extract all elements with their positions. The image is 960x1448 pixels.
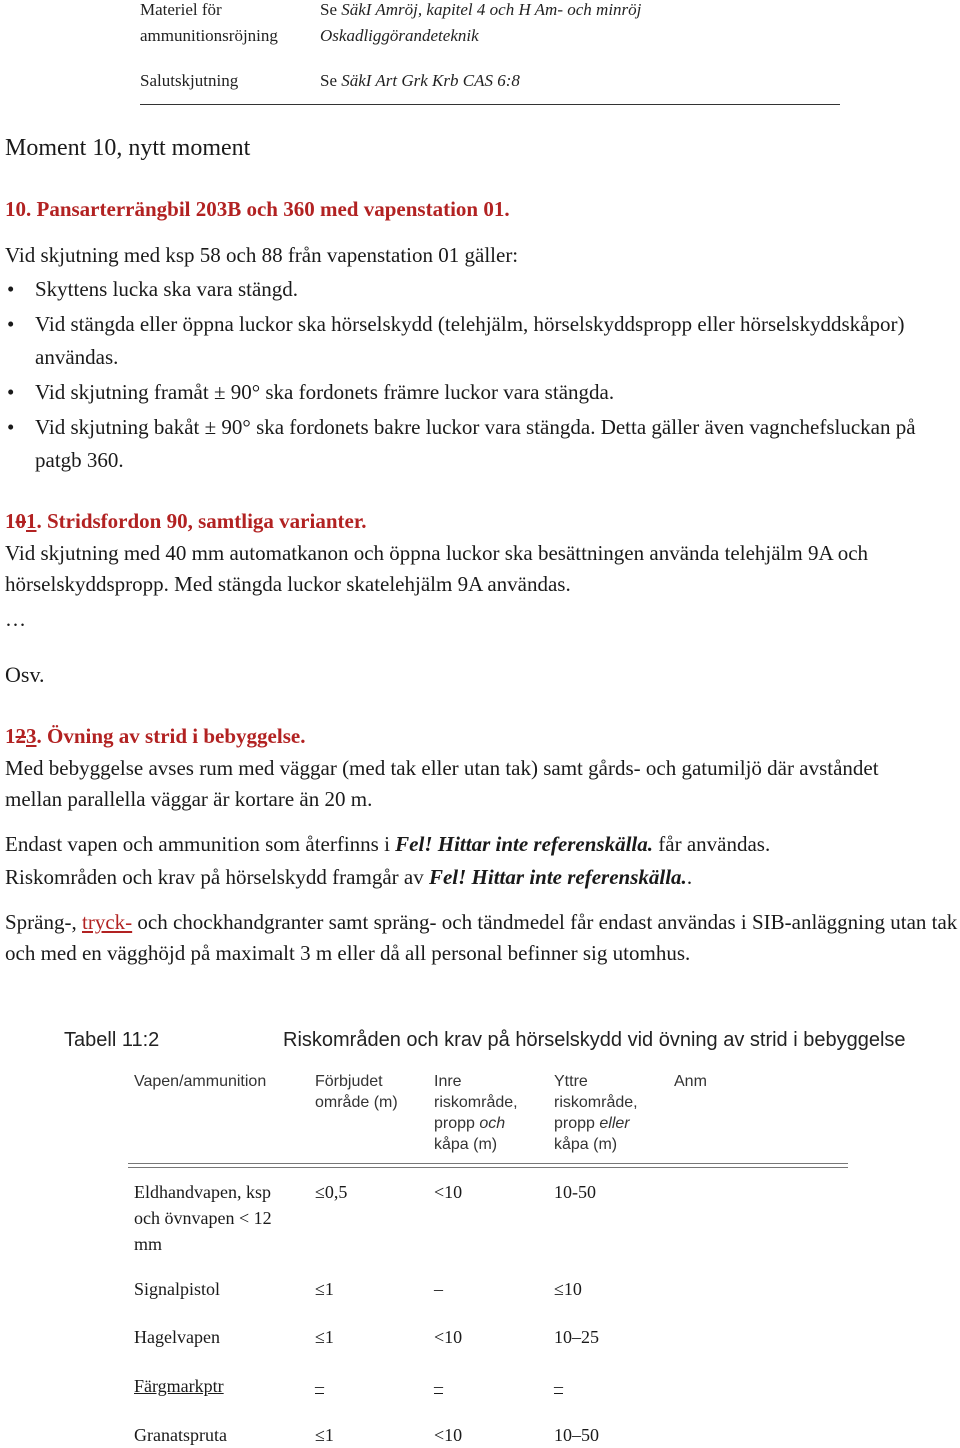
header-left-2: Salutskjutning <box>140 71 239 90</box>
col-header-weapon: Vapen/ammunition <box>134 1073 267 1090</box>
inserted-text: 1 <box>26 509 37 533</box>
table-cell-weapon: Eldhandvapen, ksp och övnvapen < 12 mm <box>134 1182 272 1254</box>
table-cell-inner: <10 <box>434 1327 463 1347</box>
bullet-text: Vid skjutning framåt ± 90° ska fordonets främre luckor vara stängda. <box>35 380 615 404</box>
section-13-para-3 <box>5 862 950 893</box>
table-cell-weapon: Signalpistol <box>134 1279 221 1299</box>
section-13-title-text: . Övning av strid i bebyggelse. <box>36 724 306 748</box>
table-cell-forbidden: – <box>315 1376 324 1396</box>
header-ref-text: SäkI Amröj, kapitel 4 och H Am- och minröj Oskadliggörandeteknik <box>320 0 642 45</box>
table-cell-forbidden: ≤1 <box>315 1327 334 1347</box>
table-cell-inner: <10 <box>434 1182 463 1202</box>
header-right-1 <box>320 0 740 49</box>
col-header-forbidden: Förbjudet område (m) <box>315 1073 398 1111</box>
bullet-text: Vid skjutning bakåt ± 90° ska fordonets bakre luckor vara stängda. Detta gäller även vagnchefsluckan på patgb 360. <box>35 415 916 472</box>
table-cell-forbidden: ≤1 <box>315 1279 334 1299</box>
section-13-num: 1 <box>5 724 16 748</box>
header-left-1: Materiel för ammunitionsröjning <box>140 0 278 45</box>
para-text: Riskområden och krav på hörselskydd framgår av <box>5 865 429 889</box>
table-cell-weapon: Färgmarkptr <box>134 1376 224 1396</box>
table-cell-outer: 10-50 <box>554 1182 596 1202</box>
bullet-item <box>5 411 945 477</box>
bullet-glyph: • <box>7 312 15 336</box>
inserted-text: 3 <box>26 724 37 748</box>
section-13-para-4 <box>5 907 960 969</box>
bullet-glyph: • <box>7 277 15 301</box>
para-text: och chockhandgranter samt spräng- och tändmedel får endast användas i SIB-anläggning utan tak och med en vägghöjd på maximalt 3 m eller då all personal befinner sig utomhus. <box>5 910 958 965</box>
bullet-text: Skyttens lucka ska vara stängd. <box>35 277 299 301</box>
section-10-intro: Vid skjutning med ksp 58 och 88 från vapenstation 01 gäller: <box>5 243 519 267</box>
header-text-italic: eller <box>599 1115 630 1132</box>
table-cell-inner: – <box>434 1279 443 1299</box>
table-caption: Riskområden och krav på hörselskydd vid övning av strid i bebyggelse <box>283 1029 906 1051</box>
bullet-glyph: • <box>7 415 15 439</box>
broken-reference: Fel! Hittar inte referenskälla. <box>428 865 687 889</box>
deleted-text: 2 <box>15 724 26 748</box>
table-label: Tabell 11:2 <box>64 1029 160 1051</box>
table-cell-weapon: Hagelvapen <box>134 1327 220 1347</box>
table-cell-forbidden: ≤0,5 <box>315 1182 348 1202</box>
section-13-para-1: Med bebyggelse avses rum med väggar (med tak eller utan tak) samt gårds- och gatumiljö där avståndet mellan parallella väggar är kortare än 20 m. <box>5 756 879 811</box>
section-11-text: Vid skjutning med 40 mm automatkanon och öppna luckor ska besättningen använda telehjälm 9A och hörselskyddspropp. Med stängda luckor skatelehjälm 9A användas. <box>5 541 869 596</box>
osv-text: Osv. <box>5 662 45 687</box>
bullet-text: Vid stängda eller öppna luckor ska hörselskydd (telehjälm, hörselskyddspropp eller hörselskyddskåpor) användas. <box>35 312 905 369</box>
header-text-italic: och <box>479 1115 506 1132</box>
header-text: kåpa (m) <box>554 1136 618 1153</box>
col-header-inner <box>434 1071 539 1155</box>
table-cell-outer: – <box>554 1376 563 1396</box>
table-cell-inner: <10 <box>434 1425 463 1445</box>
section-13-para-2 <box>5 829 950 860</box>
bullet-item <box>5 308 945 374</box>
para-text: . <box>686 865 693 889</box>
bullet-item <box>5 376 945 409</box>
bullet-item <box>5 273 945 306</box>
table-cell-outer: ≤10 <box>554 1279 582 1299</box>
table-cell-outer: 10–25 <box>554 1327 599 1347</box>
inserted-text: tryck- <box>82 910 133 934</box>
table-cell-forbidden: ≤1 <box>315 1425 334 1445</box>
header-ref-text-2: SäkI Art Grk Krb CAS 6:8 <box>341 71 520 90</box>
bullet-glyph: • <box>7 380 15 404</box>
header-ref-prefix-2: Se <box>320 71 337 90</box>
section-11-title <box>5 509 366 534</box>
section-11-num: 1 <box>5 509 16 533</box>
broken-reference: Fel! Hittar inte referenskälla. <box>395 832 654 856</box>
section-11-title-text: . Stridsfordon 90, samtliga varianter. <box>36 509 367 533</box>
table-header-rule <box>128 1163 848 1168</box>
deleted-text: 0 <box>15 509 26 533</box>
para-text: Endast vapen och ammunition som återfinns i <box>5 832 396 856</box>
table-cell-weapon: Granatspruta <box>134 1425 227 1445</box>
col-header-remark: Anm <box>674 1073 707 1090</box>
header-text: Yttre riskområde, propp <box>554 1073 638 1132</box>
section-13-title <box>5 724 305 749</box>
table-cell-inner: – <box>434 1376 443 1396</box>
header-ref-prefix: Se <box>320 0 337 19</box>
header-text: Inre riskområde, propp <box>434 1073 518 1132</box>
para-text: Spräng-, <box>5 910 82 934</box>
col-header-outer <box>554 1071 659 1155</box>
section-10-body <box>5 240 945 477</box>
para-text: får användas. <box>653 832 771 856</box>
ellipsis: … <box>5 607 26 631</box>
header-rule <box>140 104 840 105</box>
table-cell-outer: 10–50 <box>554 1425 599 1445</box>
section-10-title: 10. Pansarterrängbil 203B och 360 med vapenstation 01. <box>5 197 510 221</box>
moment-heading: Moment 10, nytt moment <box>5 135 251 161</box>
header-right-2 <box>320 68 520 94</box>
header-text: kåpa (m) <box>434 1136 498 1153</box>
